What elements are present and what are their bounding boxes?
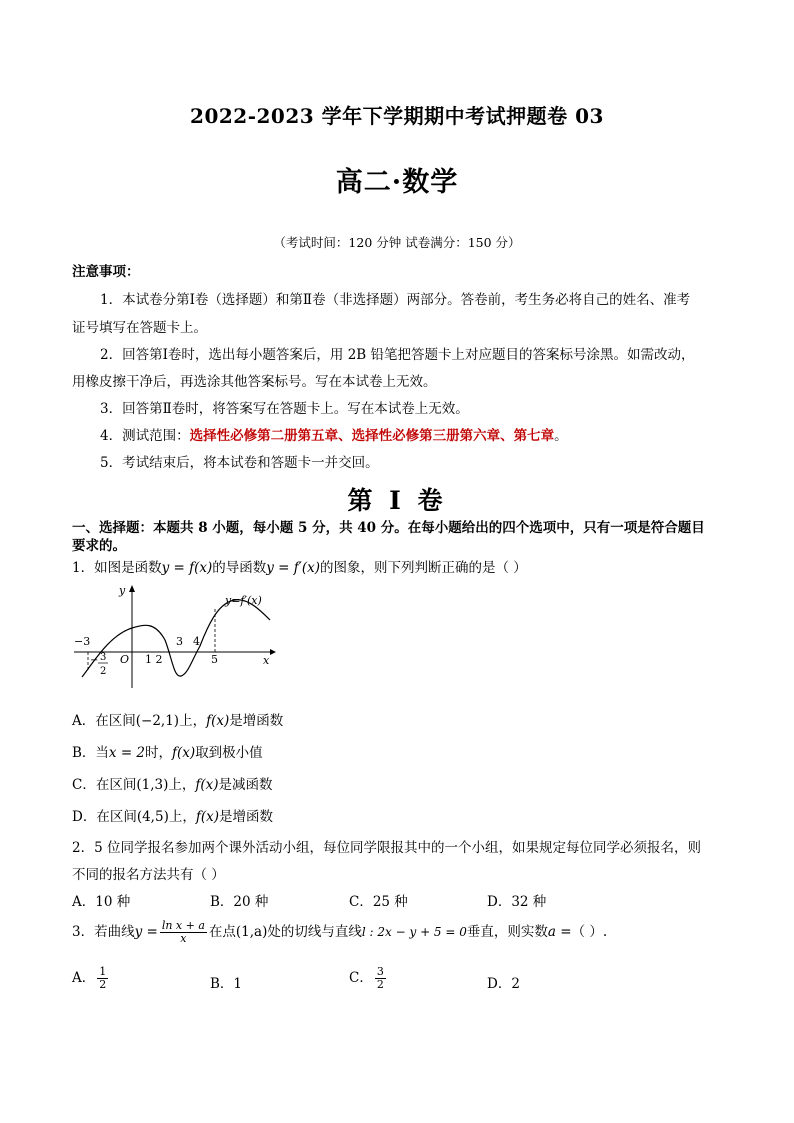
q1-derivative: y = f′(x)	[266, 560, 320, 576]
q2-option-d[interactable]: D．32 种	[487, 894, 547, 910]
q3-text-2: 在点	[208, 924, 236, 941]
q1-option-d[interactable]	[72, 805, 273, 825]
q3-option-c[interactable]	[349, 966, 388, 991]
q1-function: y = f(x)	[161, 560, 213, 576]
q1-a-text: A．在区间	[72, 713, 136, 729]
q1-b-f: f(x)	[172, 745, 196, 761]
q1-a-f: f(x)	[206, 713, 230, 729]
note-1-line-2: 证号填写在答题卡上。	[72, 320, 207, 336]
q3-option-a[interactable]	[72, 966, 110, 991]
q3-option-b[interactable]: B．1	[210, 976, 243, 992]
question-2-line-1: 2．5 位同学报名参加两个课外活动小组，每位同学限报其中的一个小组，如果规定每位同学必须报名，则	[72, 840, 701, 856]
y-axis-label: y	[119, 584, 126, 597]
volume-heading: 第 I 卷	[347, 486, 447, 515]
note-4-suffix: 。	[554, 428, 568, 444]
q3-c-num: 3	[376, 965, 384, 978]
q1-b-text-2: 时，	[145, 745, 173, 761]
y-axis-arrow	[129, 585, 135, 592]
q3-a-label: A．	[72, 970, 96, 987]
note-5: 5．考试结束后，将本试卷和答题卡一并交回。	[100, 455, 379, 471]
q1-d-text-2: 上，	[168, 809, 196, 825]
q1-c-text-2: 上，	[168, 777, 196, 793]
tick-neg3: −3	[74, 635, 91, 648]
q1-c-f: f(x)	[195, 777, 219, 793]
x-axis-arrow	[270, 649, 276, 655]
subject-title: 高二·数学	[335, 167, 459, 198]
q2-option-b[interactable]: B．20 种	[210, 894, 269, 910]
origin-label: O	[120, 653, 130, 666]
exam-time-info: （考试时间：120 分钟 试卷满分：150 分）	[273, 235, 521, 250]
q3-text-1: 3．若曲线	[72, 924, 135, 941]
tick-5: 5	[211, 653, 218, 666]
q3-text-3: 处的切线与直线	[267, 924, 362, 941]
q1-text-1: 1．如图是函数	[72, 560, 162, 576]
tick-neg-three-halves-den: 2	[100, 666, 107, 677]
q1-d-text: D．在区间	[72, 809, 137, 825]
q1-d-interval: (4,5)	[136, 809, 169, 825]
q3-a-fraction	[97, 966, 108, 991]
note-2-line-2: 用橡皮擦干净后，再选涂其他答案标号。写在本试卷上无效。	[72, 374, 437, 390]
q3-option-d[interactable]: D．2	[487, 976, 520, 992]
note-4-prefix: 4．测试范围：	[100, 428, 190, 444]
q3-frac-num: ln x + a	[161, 919, 205, 932]
q1-c-text: C．在区间	[72, 777, 137, 793]
q3-c-fraction	[375, 966, 386, 991]
q1-a-interval: (−2,1)	[135, 713, 180, 729]
question-2-line-2: 不同的报名方法共有（ ）	[72, 867, 225, 883]
q1-b-text-3: 取到极小值	[195, 745, 263, 761]
q1-c-text-3: 是减函数	[218, 777, 273, 793]
q1-b-x: x = 2	[108, 745, 146, 761]
q3-point: (1,a)	[235, 924, 268, 941]
q3-text-4: 垂直，则实数	[466, 924, 548, 941]
note-3: 3．回答第Ⅱ卷时，将答案写在答题卡上。写在本试卷上无效。	[100, 401, 469, 417]
q3-c-label: C．	[349, 970, 373, 987]
note-2-line-1: 2．回答第Ⅰ卷时，选出每小题答案后，用 2B 铅笔把答题卡上对应题目的答案标号涂黑。如需改动，	[100, 347, 695, 363]
q3-frac-den: x	[180, 932, 187, 946]
q3-line: l : 2x − y + 5 = 0	[361, 925, 467, 940]
question-3-stem	[72, 920, 607, 945]
test-range: 选择性必修第二册第五章、选择性必修第三册第六章、第七章	[189, 428, 555, 444]
q1-b-text: B．当	[72, 745, 109, 761]
question-1-stem	[72, 556, 527, 576]
q1-option-b[interactable]	[72, 741, 263, 761]
q1-option-a[interactable]	[72, 709, 283, 729]
note-1-line-1: 1．本试卷分第Ⅰ卷（选择题）和第Ⅱ卷（非选择题）两部分。答卷前，考生务必将自己的姓名、准考	[100, 292, 691, 308]
derivative-graph	[70, 580, 280, 690]
tick-4: 4	[193, 635, 200, 648]
q3-y-eq: y =	[134, 924, 158, 941]
note-4	[100, 424, 568, 444]
q2-option-a[interactable]: A．10 种	[72, 894, 131, 910]
section-heading-line-2: 要求的。	[72, 538, 126, 554]
q1-option-c[interactable]	[72, 773, 273, 793]
q1-text-2: 的导函数	[212, 560, 267, 576]
section-heading-line-1: 一、选择题：本题共 8 小题，每小题 5 分，共 40 分。在每小题给出的四个选项中，只有一项是符合题目	[72, 520, 705, 536]
q1-a-text-3: 是增函数	[229, 713, 284, 729]
q1-d-f: f(x)	[195, 809, 219, 825]
x-axis-label: x	[263, 654, 270, 667]
q2-option-c[interactable]: C．25 种	[349, 894, 408, 910]
q1-d-text-3: 是增函数	[219, 809, 273, 825]
tick-3: 3	[176, 635, 183, 648]
q3-a-eq: a =	[547, 924, 572, 941]
q3-c-den: 2	[376, 978, 384, 992]
q3-text-5: （ ）.	[571, 924, 608, 941]
tick-1-2: 1 2	[145, 653, 163, 666]
tick-neg-three-halves-sign: −	[90, 655, 99, 666]
q3-fraction	[160, 920, 207, 945]
notes-heading: 注意事项：	[72, 264, 140, 280]
q1-c-interval: (1,3)	[136, 777, 169, 793]
exam-title: 2022-2023 学年下学期期中考试押题卷 03	[190, 104, 604, 128]
tick-neg-three-halves-num: 3	[100, 652, 107, 663]
q3-a-den: 2	[99, 978, 107, 992]
q1-text-3: 的图象，则下列判断正确的是（ ）	[320, 560, 527, 576]
curve-label: y=f′(x)	[225, 594, 262, 607]
q1-a-text-2: 上，	[179, 713, 207, 729]
q3-a-num: 1	[99, 965, 107, 978]
